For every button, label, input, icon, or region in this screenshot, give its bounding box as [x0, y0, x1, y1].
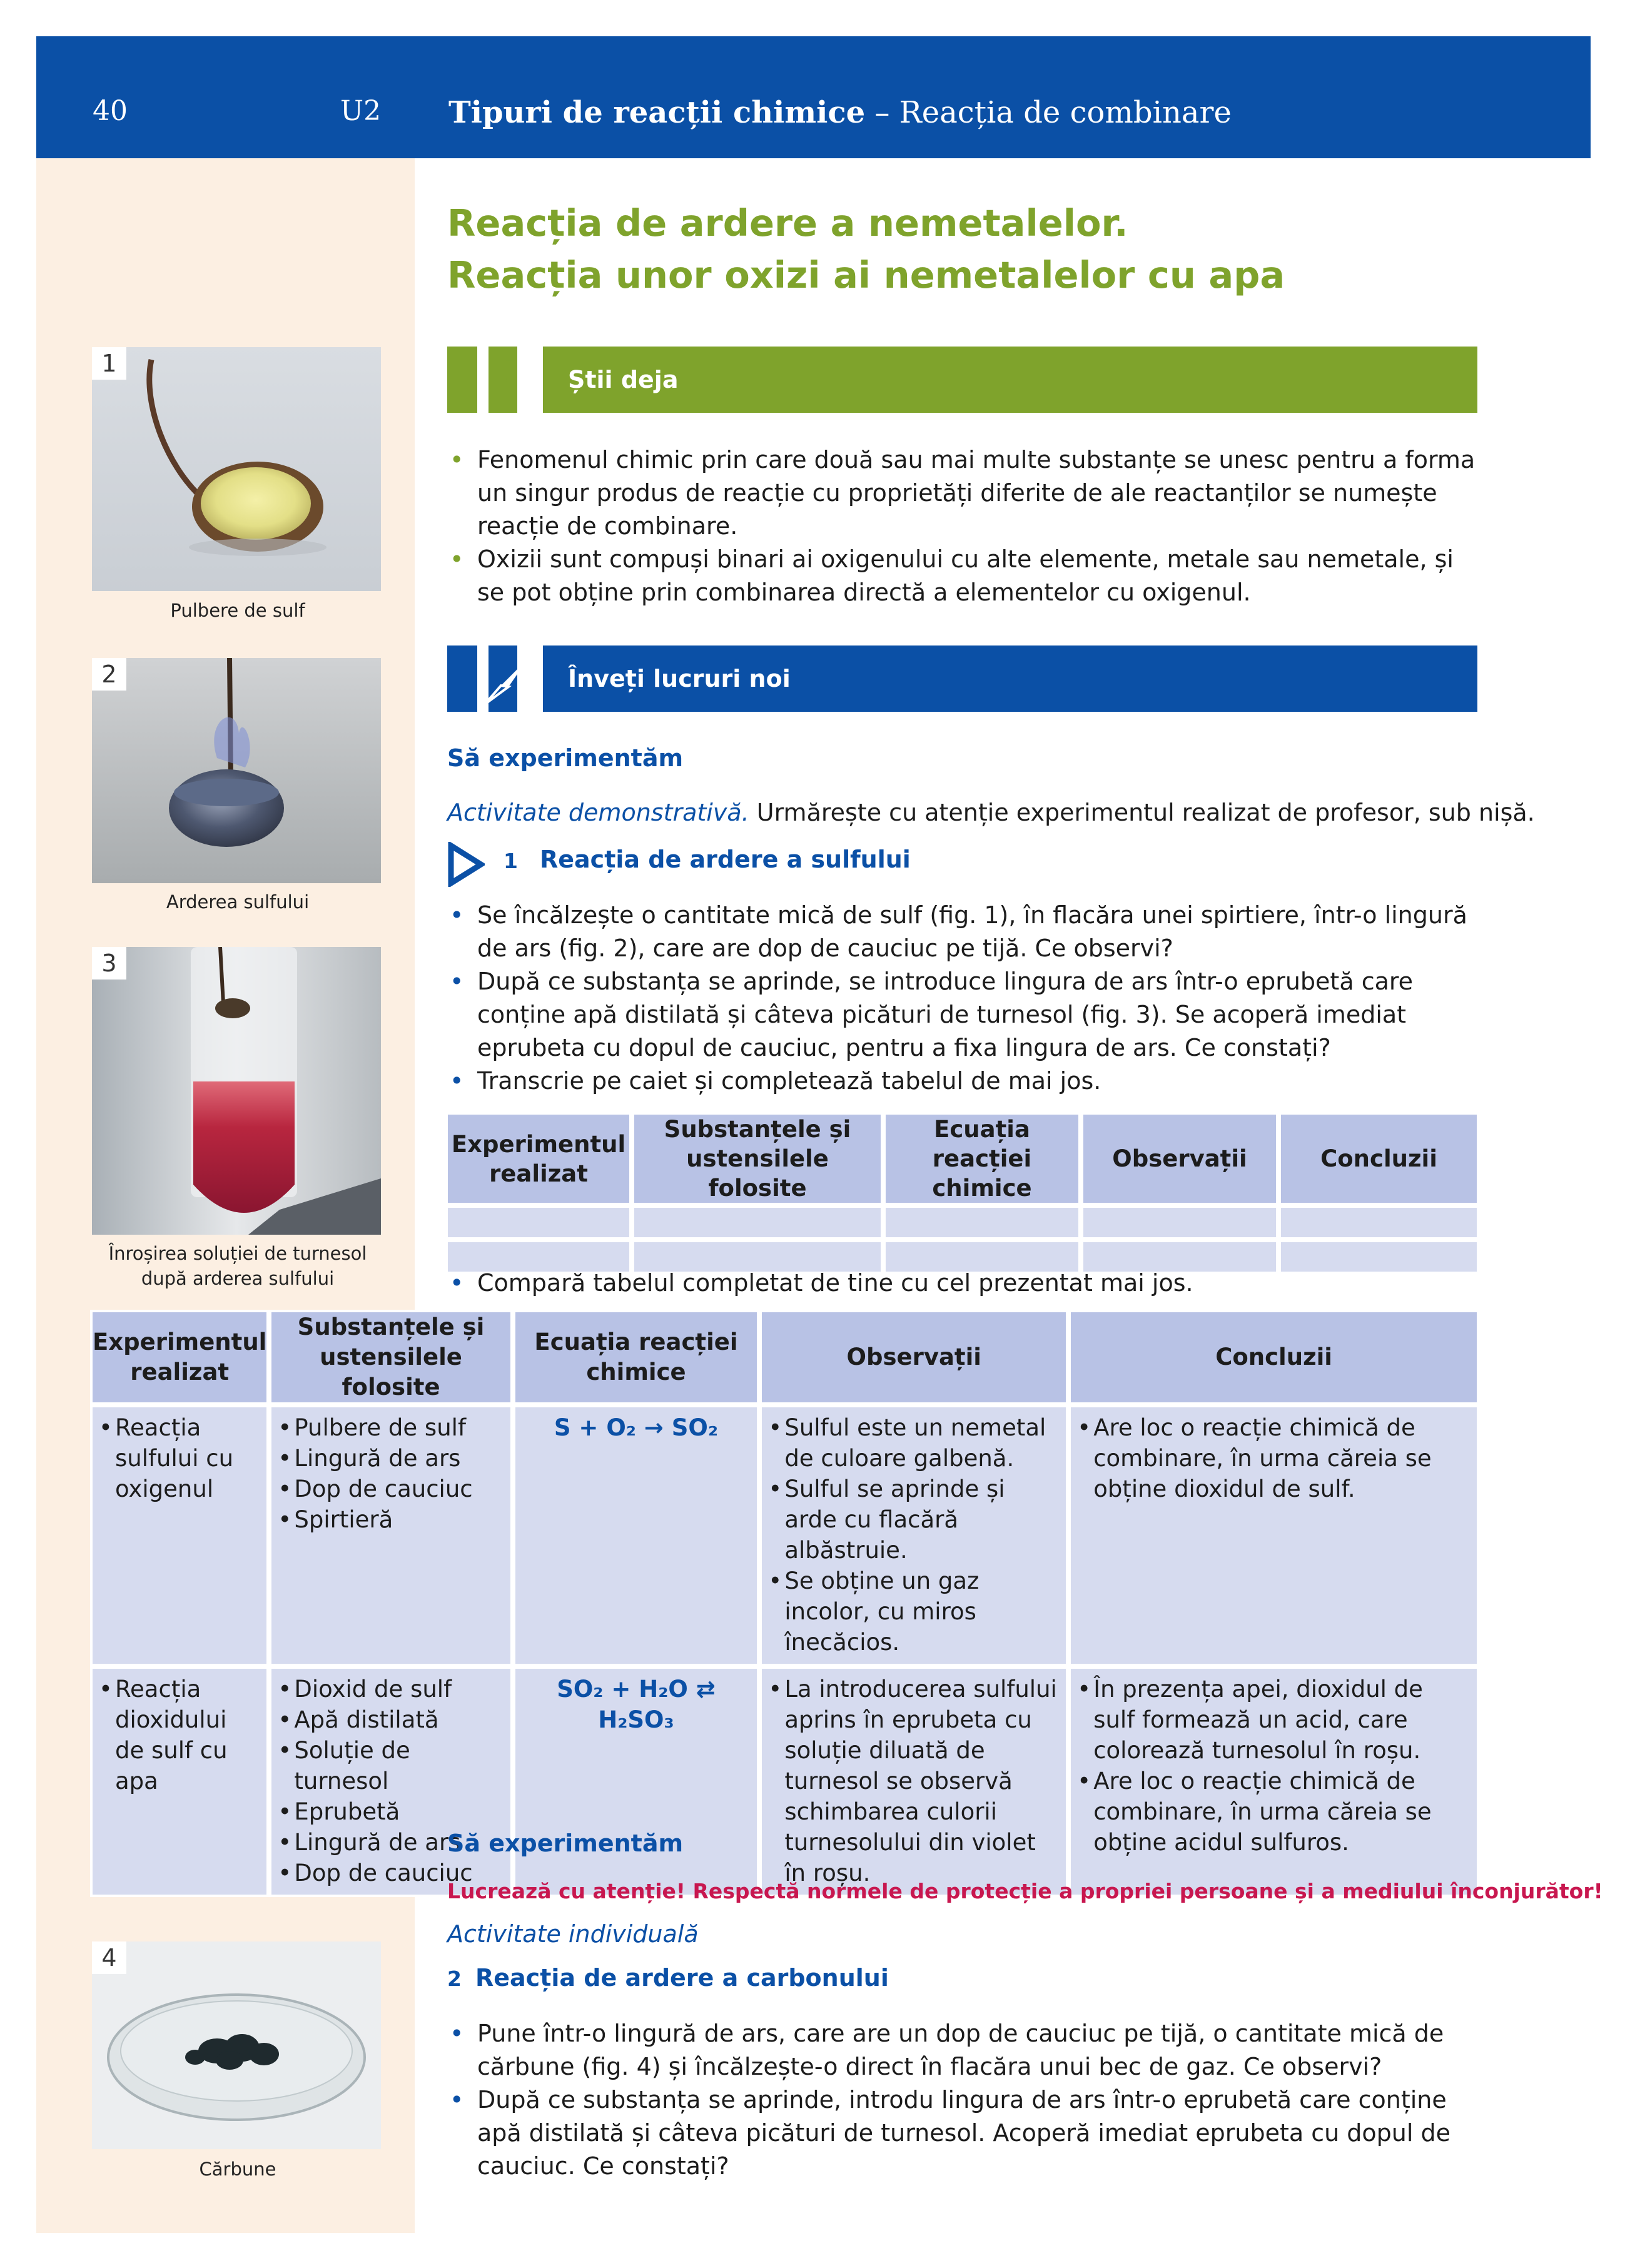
list-item: • Spirtieră: [278, 1504, 504, 1535]
banner-learn: [543, 645, 1477, 712]
main-title-line1: Reacția de ardere a nemetalelor.: [447, 201, 1128, 245]
table-header-equation: Ecuația reacției chimice: [513, 1310, 760, 1405]
list-item: • Soluție de turnesol: [278, 1735, 504, 1796]
list-item: • În prezența apei, dioxidul de sulf formează un acid, care colorează turnesolul în roșu.: [1077, 1674, 1471, 1766]
list-item: • Are loc o reacție chimică de combinare, în urma căreia se obține acidul sulfuros.: [1077, 1766, 1471, 1858]
list-item: • Eprubetă: [278, 1796, 504, 1827]
banner-known-stripe: [477, 347, 489, 413]
section1-bullet-2: • După ce substanța se aprinde, se introduce lingura de ars într-o eprubetă care conține apă distilată și câteva picături de turnesol (fig. 3). Se acoperă imediat eprubeta cu dopul de cauciuc, pentru a fixa lingura de ars. Ce constați?: [447, 965, 1486, 1065]
table-header-conclusions: Concluzii: [1068, 1310, 1479, 1405]
cell-conclusions: [1068, 1405, 1479, 1666]
exclamation-icon: !: [499, 350, 523, 412]
figure-number-1: 1: [92, 347, 126, 380]
list-item: • Dop de cauciuc: [278, 1858, 504, 1888]
empty-table-row: [445, 1205, 1479, 1240]
cell-observations: [759, 1666, 1068, 1897]
compare-bullet: • Compară tabelul completat de tine cu cel prezentat mai jos.: [447, 1267, 1486, 1300]
figure-sulfur-powder: [92, 347, 381, 591]
figure-caption-1: Pulbere de sulf: [170, 600, 305, 621]
unit-label: U2: [340, 95, 382, 127]
banner-learn-label: Înveți lucruri noi: [568, 665, 791, 692]
section1-heading: Să experimentăm: [447, 744, 684, 772]
figure-test-tube: [92, 947, 381, 1235]
main-title-line2: Reacția unor oxizi ai nemetalelor cu apa: [447, 253, 1285, 296]
known-bullets: [447, 443, 1486, 609]
list-item: • Lingură de ars: [278, 1443, 504, 1474]
banner-learn-icon-box: [447, 645, 517, 712]
list-item: • Pulbere de sulf: [278, 1412, 504, 1443]
page-number: 40: [93, 95, 128, 127]
cell-conclusions: [1068, 1666, 1479, 1897]
section1-bullet-1: • Se încălzește o cantitate mică de sulf (fig. 1), în flacăra unei spirtiere, într-o lingură de ars (fig. 2), care are dop de cauciuc pe tijă. Ce observi?: [447, 899, 1486, 965]
known-bullet-1: • Fenomenul chimic prin care două sau mai multe substanțe se unesc pentru a forma un singur produs de reacție cu proprietăți diferite de ale reactanților se numește reacție de combinare.: [447, 443, 1486, 543]
section2-bullet-1: • Pune într-o lingură de ars, care are un dop de cauciuc pe tijă, o cantitate mică de cărbune (fig. 4) și încălzește-o direct în flacăra unui bec de gaz. Ce observi?: [447, 2017, 1486, 2083]
compass-icon: [480, 654, 534, 708]
list-item: • Dop de cauciuc: [278, 1474, 504, 1504]
list-item: • Dioxid de sulf: [278, 1674, 504, 1704]
cell-observations: [759, 1405, 1068, 1666]
cell-experiment: [90, 1405, 269, 1666]
section1-bullet-3: • Transcrie pe caiet și completează tabelul de mai jos.: [447, 1065, 1486, 1098]
table-row: [90, 1666, 1479, 1897]
table-header-experiment: Experimentul realizat: [90, 1310, 269, 1405]
header-title-rest: – Reacția de combinare: [865, 95, 1232, 130]
section1-activity-label: Activitate demonstrativă.: [447, 799, 749, 826]
section1-activity: [447, 799, 1535, 826]
empty-table-header-experiment: Experimentul realizat: [445, 1112, 632, 1205]
figure-number-4: 4: [92, 1941, 126, 1974]
table-header-substances: Substanțele și ustensilele folosite: [269, 1310, 512, 1405]
exp2-title: Reacția de ardere a carbonului: [475, 1964, 889, 1992]
empty-table-header-substances: Substanțele și ustensilele folosite: [632, 1112, 883, 1205]
banner-known-icon-box: [447, 347, 523, 413]
section1-bullets: [447, 899, 1486, 1098]
empty-table-header-equation: Ecuația reacției chimice: [883, 1112, 1081, 1205]
list-item: • Are loc o reacție chimică de combinare, în urma căreia se obține dioxidul de sulf.: [1077, 1412, 1471, 1504]
compare-bullet-list: [447, 1267, 1486, 1300]
exp1-title: Reacția de ardere a sulfului: [540, 846, 911, 873]
known-bullet-2: • Oxizii sunt compuși binari ai oxigenului cu alte elemente, metale sau nemetale, și se pot obține prin combinarea directă a elementelor cu oxigenul.: [447, 543, 1486, 609]
list-item: • Lingură de ars: [278, 1827, 504, 1858]
table-header-observations: Observații: [759, 1310, 1068, 1405]
banner-known: [543, 347, 1477, 413]
cell-substances: [269, 1666, 512, 1897]
figure-caption-2: Arderea sulfului: [166, 891, 310, 913]
figure-number-2: 2: [92, 658, 126, 691]
exp1-number: 1: [504, 849, 518, 873]
list-item: • Sulful este un nemetal de culoare galbenă.: [768, 1412, 1060, 1474]
section1-activity-text: Urmărește cu atenție experimentul realizat de profesor, sub nișă.: [749, 799, 1535, 826]
empty-table: [445, 1112, 1479, 1274]
figure-caption-3: [69, 1241, 407, 1291]
section2-bullets: [447, 2017, 1486, 2183]
exp2-number: 2: [447, 1967, 462, 1991]
section2-bullet-2: • După ce substanța se aprinde, introdu lingura de ars într-o eprubetă care conține apă distilată și câteva picături de turnesol. Acoperă imediat eprubeta cu dopul de cauciuc. Ce constați?: [447, 2083, 1486, 2183]
cell-equation: SO₂ + H₂O ⇄ H₂SO₃: [513, 1666, 760, 1897]
play-arrow-icon: [447, 842, 485, 887]
figure-caption-3-line1: Înroșirea soluției de turnesol: [108, 1243, 367, 1264]
figure-caption-3-line2: după arderea sulfului: [141, 1268, 335, 1289]
cell-experiment: [90, 1666, 269, 1897]
cell-substances: [269, 1405, 512, 1666]
header-title: [448, 95, 1232, 130]
figure-number-3: 3: [92, 947, 126, 980]
section2-activity-label: Activitate individuală: [447, 1920, 699, 1948]
list-item: • Reacția dioxidului de sulf cu apa: [99, 1674, 260, 1796]
figure-burning-sulfur: [92, 658, 381, 883]
figure-caption-4: Cărbune: [199, 2159, 276, 2180]
table-row: [90, 1405, 1479, 1666]
banner-known-label: Știi deja: [568, 366, 679, 393]
figure-charcoal: [92, 1941, 381, 2149]
list-item: • Apă distilată: [278, 1704, 504, 1735]
section2-activity: [447, 1920, 699, 1948]
cell-equation: S + O₂ → SO₂: [513, 1405, 760, 1666]
safety-warning: Lucrează cu atenție! Respectă normele de protecție a propriei persoane și a mediului înconjurător!: [447, 1879, 1603, 1903]
list-item: • Se obține un gaz incolor, cu miros înecăcios.: [768, 1566, 1060, 1658]
empty-table-header-observations: Observații: [1081, 1112, 1278, 1205]
completed-table: [90, 1310, 1479, 1897]
section2-heading: Să experimentăm: [447, 1830, 684, 1857]
list-item: • Sulful se aprinde și arde cu flacără albăstruie.: [768, 1474, 1060, 1566]
empty-table-header-conclusions: Concluzii: [1278, 1112, 1479, 1205]
list-item: • Reacția sulfului cu oxigenul: [99, 1412, 260, 1504]
list-item: • La introducerea sulfului aprins în eprubeta cu soluție diluată de turnesol se observă schimbarea culorii turnesolului din violet în roșu.: [768, 1674, 1060, 1888]
header-title-bold: Tipuri de reacții chimice: [448, 95, 866, 130]
